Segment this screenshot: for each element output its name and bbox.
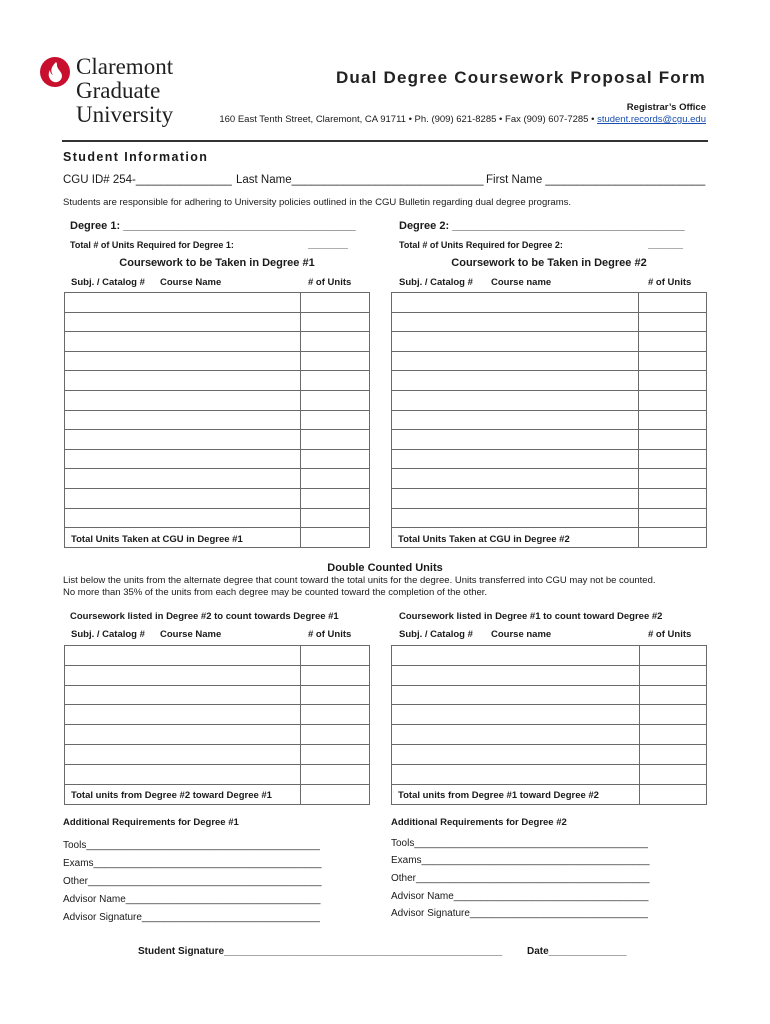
table-row — [65, 764, 370, 784]
table-row — [392, 312, 707, 332]
deg-2-tools-field[interactable]: Tools__________________________________________ — [391, 838, 648, 849]
table-row — [65, 390, 370, 410]
dc-right-title: Coursework listed in Degree #1 to count toward Degree #2 — [399, 611, 663, 622]
units-cell[interactable] — [300, 332, 369, 352]
deg-2-other-field[interactable]: Other__________________________________________ — [391, 873, 650, 884]
double-counted-instructions — [63, 575, 656, 598]
address-text: 160 East Tenth Street, Claremont, CA 91711 • Ph. (909) 621-8285 • Fax (909) 607-7285 • — [219, 114, 598, 125]
office-address — [160, 114, 706, 125]
dc-right-col-course: Course name — [491, 629, 552, 640]
date-field[interactable]: Date______________ — [527, 946, 627, 957]
additional-deg-1-title: Additional Requirements for Degree #1 — [63, 817, 239, 828]
deg-2-exams-field[interactable]: Exams_________________________________________ — [391, 855, 650, 866]
table-row — [65, 488, 370, 508]
units-cell[interactable] — [301, 705, 370, 725]
table-row — [392, 508, 707, 528]
degree-1-col-subj: Subj. / Catalog # — [71, 277, 145, 288]
units-cell[interactable] — [639, 469, 707, 489]
table-row — [392, 764, 707, 784]
total-units-cell[interactable] — [301, 784, 370, 804]
instruction-line-1: List below the units from the alternate degree that count toward the total units for the degree. Units transferred into CGU may not be counted. — [63, 575, 656, 586]
additional-deg-2-title: Additional Requirements for Degree #2 — [391, 817, 567, 828]
dc-left-title: Coursework listed in Degree #2 to count towards Degree #1 — [70, 611, 339, 622]
degree-2-coursework-title: Coursework to be Taken in Degree #2 — [451, 257, 647, 269]
degree-2-col-course: Course name — [491, 277, 552, 288]
table-row — [65, 312, 370, 332]
degree-1-field[interactable]: Degree 1: ______________________________________ — [70, 220, 356, 232]
course-cell[interactable] — [392, 646, 640, 666]
course-cell[interactable] — [392, 508, 639, 528]
table-row — [392, 293, 707, 313]
degree-2-col-units: # of Units — [648, 277, 692, 288]
units-cell[interactable] — [300, 390, 369, 410]
degree-2-units-field[interactable]: _______ — [648, 240, 684, 250]
policy-note: Students are responsible for adhering to University policies outlined in the CGU Bulletin regarding dual degree programs. — [63, 197, 572, 208]
units-cell[interactable] — [300, 371, 369, 391]
units-cell[interactable] — [639, 508, 707, 528]
table-row — [65, 685, 370, 705]
table-row — [392, 469, 707, 489]
table-row — [392, 449, 707, 469]
table-row — [65, 351, 370, 371]
total-row — [392, 528, 707, 548]
units-cell[interactable] — [639, 744, 706, 764]
table-row — [392, 705, 707, 725]
total-label: Total units from Degree #1 toward Degree #2 — [398, 790, 599, 802]
course-cell[interactable] — [392, 293, 639, 313]
course-cell[interactable] — [65, 371, 301, 391]
logo-line-2: Graduate — [76, 78, 161, 103]
dc-right-col-subj: Subj. / Catalog # — [399, 629, 473, 640]
course-cell[interactable] — [392, 410, 639, 430]
degree-1-units-field[interactable]: ________ — [308, 240, 349, 250]
units-cell[interactable] — [301, 665, 370, 685]
table-row — [392, 685, 707, 705]
units-cell[interactable] — [639, 293, 707, 313]
units-cell[interactable] — [301, 744, 370, 764]
course-cell[interactable] — [392, 371, 639, 391]
degree-1-units-label: Total # of Units Required for Degree 1: — [70, 240, 234, 250]
units-cell[interactable] — [301, 646, 370, 666]
table-row — [392, 332, 707, 352]
first-name-field[interactable]: First Name _________________________ — [486, 174, 706, 186]
course-cell[interactable] — [392, 685, 640, 705]
student-info-heading: Student Information — [63, 150, 209, 164]
table-row — [65, 449, 370, 469]
degree-1-col-course: Course Name — [160, 277, 222, 288]
course-cell[interactable] — [65, 685, 301, 705]
table-row — [392, 390, 707, 410]
table-row — [65, 410, 370, 430]
total-row — [392, 784, 707, 804]
cgu-id-field[interactable]: CGU ID# 254-_______________ — [63, 174, 232, 186]
degree-2-units-label: Total # of Units Required for Degree 2: — [399, 240, 563, 250]
course-cell[interactable] — [392, 744, 640, 764]
email-link[interactable]: student.records@cgu.edu — [597, 114, 706, 125]
registrar-office: Registrar’s Office — [626, 102, 706, 113]
total-label-cell — [65, 784, 301, 804]
table-row — [392, 351, 707, 371]
course-cell[interactable] — [392, 665, 640, 685]
units-cell[interactable] — [301, 685, 370, 705]
table-row — [392, 646, 707, 666]
units-cell[interactable] — [639, 449, 707, 469]
table-row — [65, 665, 370, 685]
total-label-cell — [392, 528, 639, 548]
units-cell[interactable] — [639, 685, 706, 705]
deg-1-exams-field[interactable]: Exams_________________________________________ — [63, 858, 322, 869]
deg-1-advisor-name-field[interactable]: Advisor Name___________________________________ — [63, 894, 321, 905]
total-units-cell[interactable] — [300, 528, 369, 548]
units-cell[interactable] — [639, 351, 707, 371]
course-cell[interactable] — [65, 430, 301, 450]
course-cell[interactable] — [65, 744, 301, 764]
course-cell[interactable] — [65, 293, 301, 313]
logo-line-3: University — [76, 102, 174, 127]
deg-2-advisor-name-field[interactable]: Advisor Name___________________________________ — [391, 891, 649, 902]
units-cell[interactable] — [639, 646, 706, 666]
units-cell[interactable] — [639, 410, 707, 430]
instruction-line-2: No more than 35% of the units from each degree may be counted toward the completion of the other. — [63, 586, 488, 598]
student-signature-field[interactable]: Student Signature__________________________________________________ — [138, 946, 503, 957]
total-units-cell[interactable] — [639, 528, 707, 548]
total-units-cell[interactable] — [639, 784, 706, 804]
units-cell[interactable] — [639, 705, 706, 725]
degree-2-col-subj: Subj. / Catalog # — [399, 277, 473, 288]
deg-1-advisor-signature-field[interactable]: Advisor Signature________________________________ — [63, 912, 320, 923]
course-cell[interactable] — [65, 332, 301, 352]
table-row — [65, 508, 370, 528]
units-cell[interactable] — [300, 312, 369, 332]
table-row — [65, 430, 370, 450]
units-cell[interactable] — [639, 430, 707, 450]
units-cell[interactable] — [300, 488, 369, 508]
units-cell[interactable] — [639, 312, 707, 332]
course-cell[interactable] — [65, 764, 301, 784]
degree-1-coursework-title: Coursework to be Taken in Degree #1 — [119, 257, 315, 269]
course-cell[interactable] — [65, 508, 301, 528]
units-cell[interactable] — [300, 410, 369, 430]
course-cell[interactable] — [65, 351, 301, 371]
units-cell[interactable] — [639, 665, 706, 685]
deg-1-tools-field[interactable]: Tools__________________________________________ — [63, 840, 320, 851]
dc-right-col-units: # of Units — [648, 629, 692, 640]
course-cell[interactable] — [392, 430, 639, 450]
units-cell[interactable] — [301, 764, 370, 784]
degree-2-field[interactable]: Degree 2: ______________________________________ — [399, 220, 685, 232]
last-name-field[interactable]: Last Name______________________________ — [236, 174, 484, 186]
course-cell[interactable] — [65, 646, 301, 666]
table-row — [65, 469, 370, 489]
table-row — [392, 744, 707, 764]
table-row — [65, 293, 370, 313]
degree-2-coursework-table — [391, 292, 707, 548]
deg-1-other-field[interactable]: Other__________________________________________ — [63, 876, 322, 887]
course-cell[interactable] — [65, 665, 301, 685]
table-row — [65, 646, 370, 666]
course-cell[interactable] — [392, 488, 639, 508]
table-row — [392, 410, 707, 430]
form-title: Dual Degree Coursework Proposal Form — [335, 68, 706, 87]
course-cell[interactable] — [392, 351, 639, 371]
logo-line-1: Claremont — [76, 54, 174, 79]
units-cell[interactable] — [300, 449, 369, 469]
table-row — [65, 725, 370, 745]
course-cell[interactable] — [65, 449, 301, 469]
units-cell[interactable] — [639, 371, 707, 391]
course-cell[interactable] — [65, 488, 301, 508]
table-row — [65, 744, 370, 764]
course-cell[interactable] — [65, 725, 301, 745]
table-row — [392, 488, 707, 508]
units-cell[interactable] — [639, 764, 706, 784]
dc-left-col-units: # of Units — [308, 629, 352, 640]
course-cell[interactable] — [392, 705, 640, 725]
course-cell[interactable] — [392, 725, 640, 745]
double-counted-title: Double Counted Units — [327, 562, 443, 574]
units-cell[interactable] — [300, 293, 369, 313]
units-cell[interactable] — [300, 351, 369, 371]
dc-right-table — [391, 645, 707, 805]
degree-1-coursework-table — [64, 292, 370, 548]
total-label-cell — [392, 784, 640, 804]
total-label: Total Units Taken at CGU in Degree #2 — [398, 533, 570, 545]
units-cell[interactable] — [639, 725, 706, 745]
table-row — [392, 665, 707, 685]
flame-icon — [40, 57, 70, 87]
units-cell[interactable] — [301, 725, 370, 745]
course-cell[interactable] — [65, 390, 301, 410]
table-row — [65, 332, 370, 352]
table-row — [392, 371, 707, 391]
header-divider — [62, 140, 708, 142]
total-label-cell — [65, 528, 301, 548]
units-cell[interactable] — [300, 508, 369, 528]
units-cell[interactable] — [639, 488, 707, 508]
units-cell[interactable] — [300, 430, 369, 450]
table-row — [392, 430, 707, 450]
course-cell[interactable] — [392, 449, 639, 469]
course-cell[interactable] — [65, 469, 301, 489]
course-cell[interactable] — [392, 764, 640, 784]
total-row — [65, 528, 370, 548]
total-label: Total Units Taken at CGU in Degree #1 — [71, 533, 243, 545]
total-row — [65, 784, 370, 804]
units-cell[interactable] — [639, 390, 707, 410]
total-label: Total units from Degree #2 toward Degree #1 — [71, 790, 272, 802]
course-cell[interactable] — [65, 312, 301, 332]
dc-left-col-course: Course Name — [160, 629, 222, 640]
units-cell[interactable] — [300, 469, 369, 489]
units-cell[interactable] — [639, 332, 707, 352]
course-cell[interactable] — [392, 312, 639, 332]
table-row — [65, 705, 370, 725]
dc-left-col-subj: Subj. / Catalog # — [71, 629, 145, 640]
deg-2-advisor-signature-field[interactable]: Advisor Signature________________________________ — [391, 908, 648, 919]
table-row — [65, 371, 370, 391]
course-cell[interactable] — [392, 469, 639, 489]
table-row — [392, 725, 707, 745]
course-cell[interactable] — [65, 705, 301, 725]
course-cell[interactable] — [392, 390, 639, 410]
dc-left-table — [64, 645, 370, 805]
degree-1-col-units: # of Units — [308, 277, 352, 288]
course-cell[interactable] — [65, 410, 301, 430]
course-cell[interactable] — [392, 332, 639, 352]
